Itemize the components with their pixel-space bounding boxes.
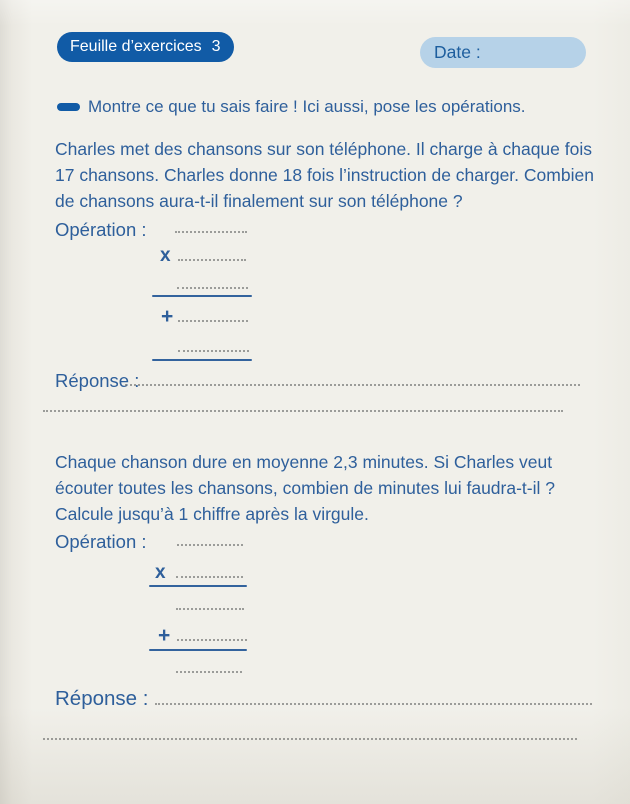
problem-line: de chansons aura-t-il finalement sur son téléphone ? <box>55 191 463 211</box>
worksheet-number: 3 <box>211 38 221 55</box>
multiplication-sign: x <box>160 245 171 266</box>
answer-dotted-line <box>43 738 577 740</box>
problem-line: 17 chansons. Charles donne 18 fois l’instruction de charger. Combien <box>55 165 594 185</box>
exercise2-problem <box>55 449 555 527</box>
partial-result-line <box>176 608 244 610</box>
worksheet-title-pill <box>57 32 234 62</box>
operand-line <box>178 320 248 322</box>
answer-dotted-line <box>155 703 592 705</box>
operation-label: Opération : <box>55 531 147 552</box>
operand-line <box>177 544 243 546</box>
problem-line: Calcule jusqu’à 1 chiffre après la virgule. <box>55 504 369 524</box>
problem-line: Chaque chanson dure en moyenne 2,3 minutes. Si Charles veut <box>55 452 553 472</box>
worksheet-title-label: Feuille d’exercices <box>70 38 202 55</box>
result-line <box>176 671 242 673</box>
date-label: Date : <box>434 42 481 62</box>
exercise1-problem <box>55 136 594 214</box>
addition-sign: + <box>161 305 174 328</box>
problem-line: Charles met des chansons sur son téléphone. Il charge à chaque fois <box>55 139 592 159</box>
operand-line <box>178 259 246 261</box>
operand-line <box>177 639 247 641</box>
instruction-text: Montre ce que tu sais faire ! Ici aussi, pose les opérations. <box>88 97 526 116</box>
addition-sign: + <box>158 624 171 647</box>
operation-rule <box>152 295 252 297</box>
date-field <box>420 37 586 68</box>
partial-result-line <box>177 287 248 289</box>
operand-line <box>176 576 243 578</box>
response-label: Réponse : <box>55 687 149 710</box>
answer-dotted-line <box>43 410 563 412</box>
operation-rule <box>149 585 247 587</box>
result-line <box>178 350 249 352</box>
answer-dotted-line <box>125 384 580 386</box>
dash-bullet-icon <box>57 103 80 111</box>
operation-rule <box>149 649 247 651</box>
multiplication-sign: x <box>155 562 166 583</box>
problem-line: écouter toutes les chansons, combien de minutes lui faudra-t-il ? <box>55 478 555 498</box>
operation-label: Opération : <box>55 219 147 240</box>
operand-line <box>175 231 247 233</box>
response-label: Réponse : <box>55 370 140 391</box>
operation-rule <box>152 359 252 361</box>
